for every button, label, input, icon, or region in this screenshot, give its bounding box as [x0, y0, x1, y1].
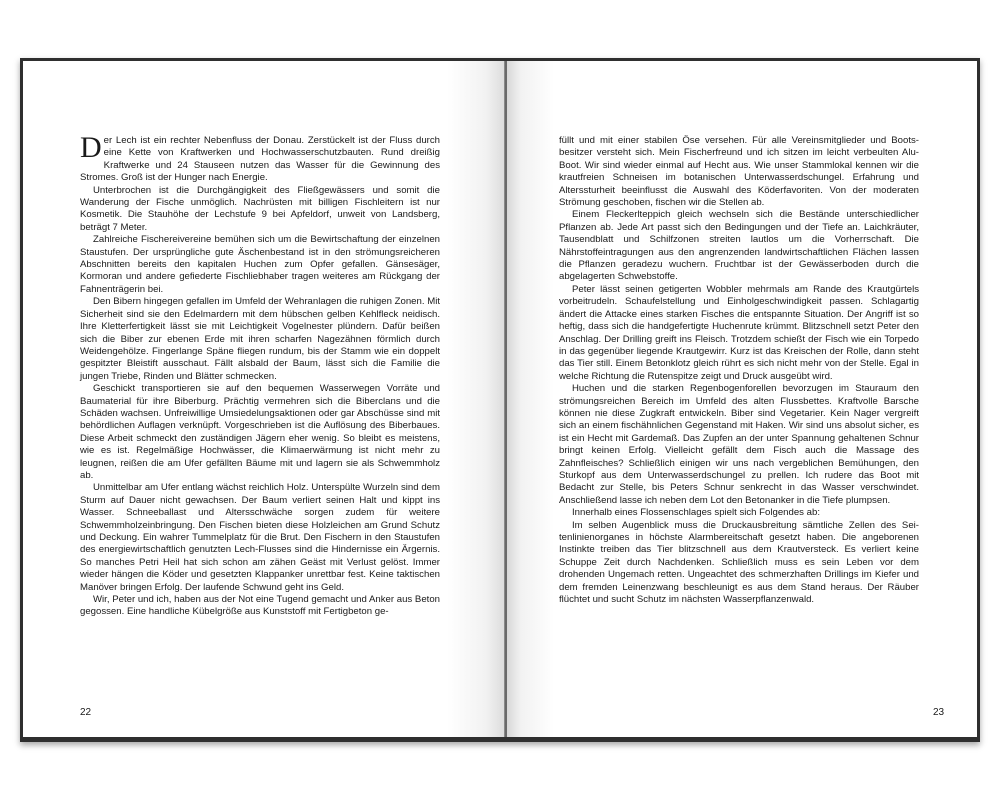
paragraph: Unterbrochen ist die Durchgängigkeit des Fließgewässers und somit die Wanderung der Fische unmöglich. Nachrüsten mit billigen Fischleitern ist nur Kosmetik. Die Stauhöhe der Lechstufe 9 bei Apfeldorf, unweit von Landsberg, beträgt 7 Meter.	[80, 184, 440, 233]
paragraph: Huchen und die starken Regenbogenforellen bevorzugen im Stauraum den strömungsreichen Bereich im Umfeld des alten Flussbettes. Kraftvolle Barsche können nie diese Zugkraft entwickeln. Biber sind Vegetarier. Kein Nager vergreift sich an einem fischähnlichen Gegenstand mit Haken. Wir sind uns absolut sicher, es ist ein Hecht mit Gardemaß. Das Zupfen an der unter Spannung gehaltenen Schnur bringt keinen Erfolg. Vielleicht gefällt dem Fisch auch die Massage des Zahnfleisches? Schließlich einigen wir uns nach vergeblichen Bemühungen, den Sturkopf aus dem Unterwasserdschungel zu prellen. Ich rudere das Boot mit Bedacht zur Stelle, bis Peters Schnur senkrecht in das Wasser verschwindet. Anschließend lasse ich neben dem Lot den Betonanker in die Tiefe plumpsen.	[559, 383, 919, 506]
paragraph: füllt und mit einer stabilen Öse versehen. Für alle Vereinsmitglieder und Bootsbesitzer versteht sich. Mein Fischerfreund und ich sitzen im leicht verbeulten Alu-Boot. Wir sind wieder einmal auf Hecht aus. Wie unser Stammlokal kennen wir die krautfreien Schneisen im botanischen Unterwasserdschungel. Erfahrung und Alterssturheit beeinflusst die Auswahl des Köderfavoriten. Von der moderaten Strömung geschoben, fischen wir die Stellen ab.	[559, 135, 919, 209]
paragraph: Im selben Augenblick muss die Druckausbreitung sämtliche Zellen des Seitenlinienorganes in höchste Alarmbereitschaft gesetzt haben. Die angeborenen Instinkte treiben das Tier blitzschnell aus dem Krautversteck. Es verliert keine Schuppe Zeit durch Nachdenken. Schließlich muss es sein Leben vor dem drohenden Ungemach retten. Ungeachtet des schmerzhaften Drillings im Kiefer und dem fremden Leinenzwang beschleunigt es aus dem Stand heraus. Der Räuber flüchtet und sucht Schutz im nächsten Wasserpflanzenwald.	[559, 519, 919, 606]
drop-cap: D	[80, 131, 102, 164]
paragraph: Den Bibern hingegen gefallen im Umfeld der Wehranlagen die ruhigen Zonen. Mit Sicherheit sind sie den Edelmardern mit dem hübschen gelben Kehlfleck neidisch. Ihre Kletterfertigkeit lässt sie mit Leichtigkeit Vogelnester plündern. Dafür beißen sich die Biber zur ebenen Erde mit ihren scharfen Nagezähnen förmlich durch Weidengehölze. Fingerlange Späne fliegen rundum, bis der Stamm wie ein doppelt gespitzter Bleistift ausschaut. Fällt alsbald der Baum, lässt sich die Familie die jungen Triebe, Rinden und Blätter schmecken.	[80, 296, 440, 382]
right-page-text	[559, 135, 919, 606]
page-number-left: 22	[80, 707, 92, 718]
paragraph: Der Lech ist ein rechter Nebenfluss der Donau. Zerstückelt ist der Fluss durch eine Kette von Kraftwerken und Hochwasserschutzbauten. Rund dreißig Kraftwerke und 24 Stauseen nutzen das Wasser für die Gewinnung des Stromes. Groß ist der Hunger nach Energie.	[80, 131, 440, 184]
paragraph: Peter lässt seinen getigerten Wobbler mehrmals am Rande des Krautgürtels vorbeitrudeln. Schaufelstellung und Einholgeschwindigkeit passen. Schlagartig ändert die Attacke eines starken Fisches die entspannte Situation. Der Angriff ist so heftig, dass sich die handgefertigte Huchenrute krümmt. Blitzschnell setzt Peter den Anschlag. Der Drilling greift ins Fleisch. Trotzdem schießt der Fisch wie ein Torpedo in das gegenüber liegende Krautgewirr. Kurz ist das Kreischen der Rolle, dann steht das Tier still. Einem Betonklotz gleich rührt es sich nicht mehr von der Stelle. Egal in welche Richtung die Rutenspitze zeigt und Druck ausgeübt wird.	[559, 283, 919, 382]
page-number-right: 23	[933, 707, 945, 718]
paragraph: Zahlreiche Fischereivereine bemühen sich um die Bewirtschaftung der einzelnen Staustufen. Der ursprüngliche gute Äschenbestand ist in den strömungsreicheren Abschnitten bereits den kapitalen Huchen zum Opfer gefallen. Gänsesäger, Kormoran und andere gefiederte Fischliebhaber tragen weiteres am Rückgang der Fahnenträgerin bei.	[80, 234, 440, 295]
paragraph: Einem Fleckerlteppich gleich wechseln sich die Bestände unterschiedlicher Pflanzen ab. Jede Art passt sich den Bedingungen und der Tiefe an. Laichkräuter, Tausendblatt und Schilfzonen streiten lautlos um die Vorherrschaft. Die Nährstoffeintragungen aus den angrenzenden landwirtschaftlichen Flächen lassen die Pflanzen geradezu wuchern. Fruchtbar ist der Gewässerboden durch die abgelagerten Schwebstoffe.	[559, 209, 919, 283]
open-book	[20, 58, 980, 742]
left-page	[23, 61, 505, 737]
paragraph: Wir, Peter und ich, haben aus der Not eine Tugend gemacht und Anker aus Beton gegossen. Eine handliche Kübelgröße aus Kunststoff mit Fertigbeton ge-	[80, 594, 440, 618]
left-page-text	[80, 131, 440, 619]
paragraph: Geschickt transportieren sie auf den bequemen Wasserwegen Vorräte und Baumaterial für ihre Biberburg. Prächtig vermehren sich die Biberclans und die Schäden wachsen. Unfreiwillige Umsiedelungsaktionen oder gar Abschüsse sind mit behördlichen Auflagen verknüpft. Vorgeschrieben ist die Auflösung des Biberbaues. Diese Arbeit schmeckt den zuständigen Jägern eher wenig. So bleibt es meistens, wie es ist. Regelmäßige Hochwässer, die Klimaerwärmung ist nicht mehr zu leugnen, reißen die am Ufer gefällten Bäume mit und lagern sie als Schwemmholz ab.	[80, 383, 440, 481]
paragraph: Unmittelbar am Ufer entlang wächst reichlich Holz. Unterspülte Wurzeln sind dem Sturm auf Dauer nicht gewachsen. Der Baum verliert seinen Halt und kippt ins Wasser. Schneeballast und Altersschwäche sorgen zudem für weitere Schwemmholzeinbringung. Den Fischen bieten diese Holzleichen am Grund Schutz und Deckung. Ein wahrer Tummelplatz für die Brut. Den Fischern in den Staustufen des energiewirtschaftlich genutzten Lech-Flusses sind die Hindernisse ein Ärgernis. So manches Petri Heil hat sich schon am zähen Geäst mit Verlust gelöst. Immer wieder hängen die Köder und gesetzten Klappanker unrettbar fest. Keine taktischen Manöver bringen Erfolg. Der laufende Schwund geht ins Geld.	[80, 482, 440, 593]
paragraph: Innerhalb eines Flossenschlages spielt sich Folgendes ab:	[572, 507, 820, 519]
right-page	[507, 61, 977, 737]
